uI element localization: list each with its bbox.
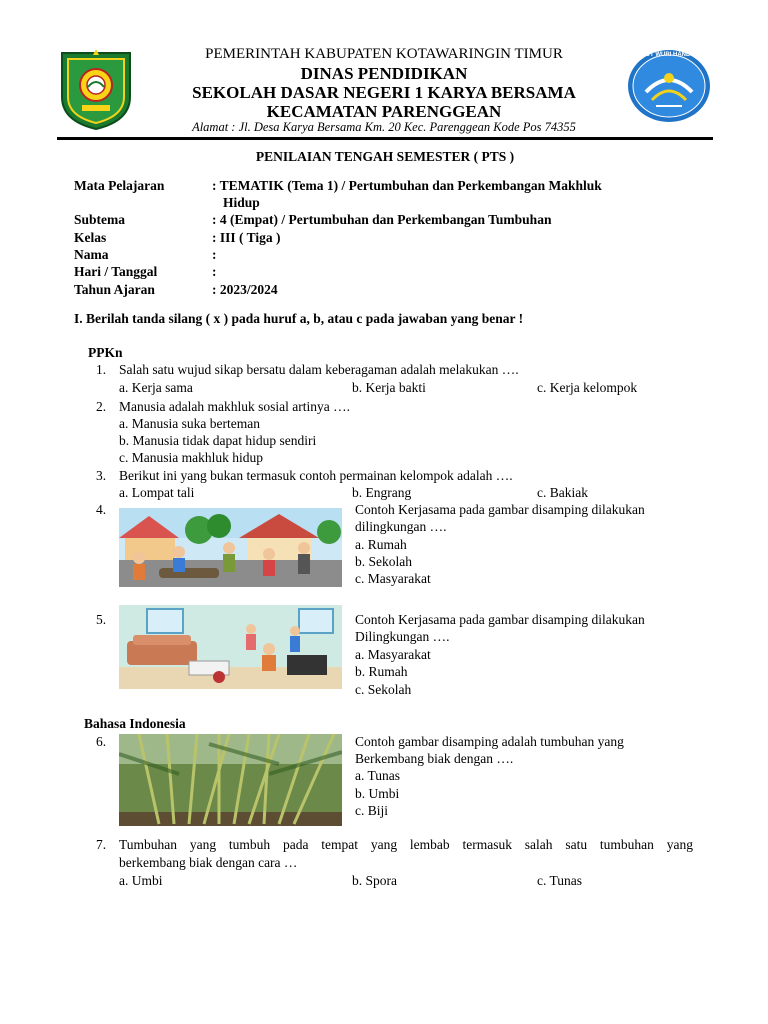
- info-label-name: Nama: [74, 247, 109, 262]
- q6-text-line1: Contoh gambar disamping adalah tumbuhan yang: [355, 734, 624, 749]
- q3-option-b: b. Engrang: [352, 485, 412, 500]
- q2-number: 2.: [96, 399, 107, 414]
- info-value-date: :: [212, 264, 217, 279]
- q2-option-c: c. Manusia makhluk hidup: [119, 450, 263, 465]
- q7-number: 7.: [96, 837, 107, 852]
- q6-option-c: c. Biji: [355, 803, 388, 818]
- tut-wuri-handayani-logo: [626, 48, 712, 124]
- q6-option-b: b. Umbi: [355, 786, 400, 801]
- info-value-subject-cont: Hidup: [223, 195, 260, 210]
- info-value-subject: : TEMATIK (Tema 1) / Pertumbuhan dan Perkembangan Makhluk: [212, 178, 602, 193]
- q5-option-c: c. Sekolah: [355, 682, 412, 697]
- q5-option-a: a. Masyarakat: [355, 647, 431, 662]
- exam-title: PENILAIAN TENGAH SEMESTER ( PTS ): [255, 149, 515, 164]
- info-label-subject: Mata Pelajaran: [74, 178, 165, 193]
- q3-option-a: a. Lompat tali: [119, 485, 195, 500]
- q4-option-a: a. Rumah: [355, 537, 407, 552]
- q5-option-b: b. Rumah: [355, 664, 408, 679]
- info-label-class: Kelas: [74, 230, 107, 245]
- q5-number: 5.: [96, 612, 107, 627]
- q5-text-line1: Contoh Kerjasama pada gambar disamping dilakukan: [355, 612, 645, 627]
- header-government: PEMERINTAH KABUPATEN KOTAWARINGIN TIMUR: [205, 46, 563, 62]
- q4-community-cleanup-illustration: [119, 508, 342, 587]
- q4-text-line2: dilingkungan ….: [355, 519, 447, 534]
- info-label-subtheme: Subtema: [74, 212, 126, 227]
- logo-motto: TUT WURI HANDAYANI: [642, 52, 708, 58]
- q1-option-b: b. Kerja bakti: [352, 380, 426, 395]
- q5-home-cleaning-illustration: [119, 605, 342, 689]
- info-value-name: :: [212, 247, 217, 262]
- header-divider: [57, 137, 713, 140]
- q2-text: Manusia adalah makhluk sosial artinya ….: [119, 399, 350, 414]
- q2-option-b: b. Manusia tidak dapat hidup sendiri: [119, 433, 317, 448]
- section-bahasa-indonesia: Bahasa Indonesia: [84, 716, 186, 731]
- q6-bamboo-photo: [119, 734, 342, 826]
- q5-text-line2: Dilingkungan ….: [355, 629, 450, 644]
- header-address: Alamat : Jl. Desa Karya Bersama Km. 20 Kec. Parenggean Kode Pos 74355: [192, 120, 576, 134]
- q6-text-line2: Berkembang biak dengan ….: [355, 751, 514, 766]
- q1-number: 1.: [96, 362, 107, 377]
- q4-option-b: b. Sekolah: [355, 554, 412, 569]
- q2-option-a: a. Manusia suka berteman: [119, 416, 260, 431]
- q3-option-c: c. Bakiak: [537, 485, 588, 500]
- q4-number: 4.: [96, 502, 107, 517]
- instruction: I. Berilah tanda silang ( x ) pada huruf a, b, atau c pada jawaban yang benar !: [74, 311, 524, 326]
- q7-text-line2: berkembang biak dengan cara …: [119, 855, 298, 870]
- q4-text-line1: Contoh Kerjasama pada gambar disamping dilakukan: [355, 502, 645, 517]
- q1-text: Salah satu wujud sikap bersatu dalam keberagaman adalah melakukan ….: [119, 362, 519, 377]
- section-ppkn: PPKn: [88, 345, 123, 360]
- q7-option-c: c. Tunas: [537, 873, 583, 888]
- regency-emblem-logo: [58, 47, 134, 131]
- info-value-year: : 2023/2024: [212, 282, 278, 297]
- header-agency: DINAS PENDIDIKAN: [300, 64, 468, 83]
- info-value-class: : III ( Tiga ): [212, 230, 281, 245]
- q3-text: Berikut ini yang bukan termasuk contoh permainan kelompok adalah ….: [119, 468, 513, 483]
- q3-number: 3.: [96, 468, 107, 483]
- q7-text-line1: Tumbuhan yang tumbuh pada tempat yang lembab termasuk salah satu tumbuhan yang: [119, 837, 693, 852]
- q1-option-a: a. Kerja sama: [119, 380, 193, 395]
- q6-number: 6.: [96, 734, 107, 749]
- info-label-date: Hari / Tanggal: [74, 264, 158, 279]
- q7-option-a: a. Umbi: [119, 873, 163, 888]
- info-value-subtheme: : 4 (Empat) / Pertumbuhan dan Perkembangan Tumbuhan: [212, 212, 552, 227]
- q6-option-a: a. Tunas: [355, 768, 401, 783]
- q4-option-c: c. Masyarakat: [355, 571, 431, 586]
- header-school: SEKOLAH DASAR NEGERI 1 KARYA BERSAMA: [192, 83, 576, 102]
- header-district: KECAMATAN PARENGGEAN: [266, 102, 502, 121]
- info-label-year: Tahun Ajaran: [74, 282, 155, 297]
- q1-option-c: c. Kerja kelompok: [537, 380, 638, 395]
- q7-option-b: b. Spora: [352, 873, 397, 888]
